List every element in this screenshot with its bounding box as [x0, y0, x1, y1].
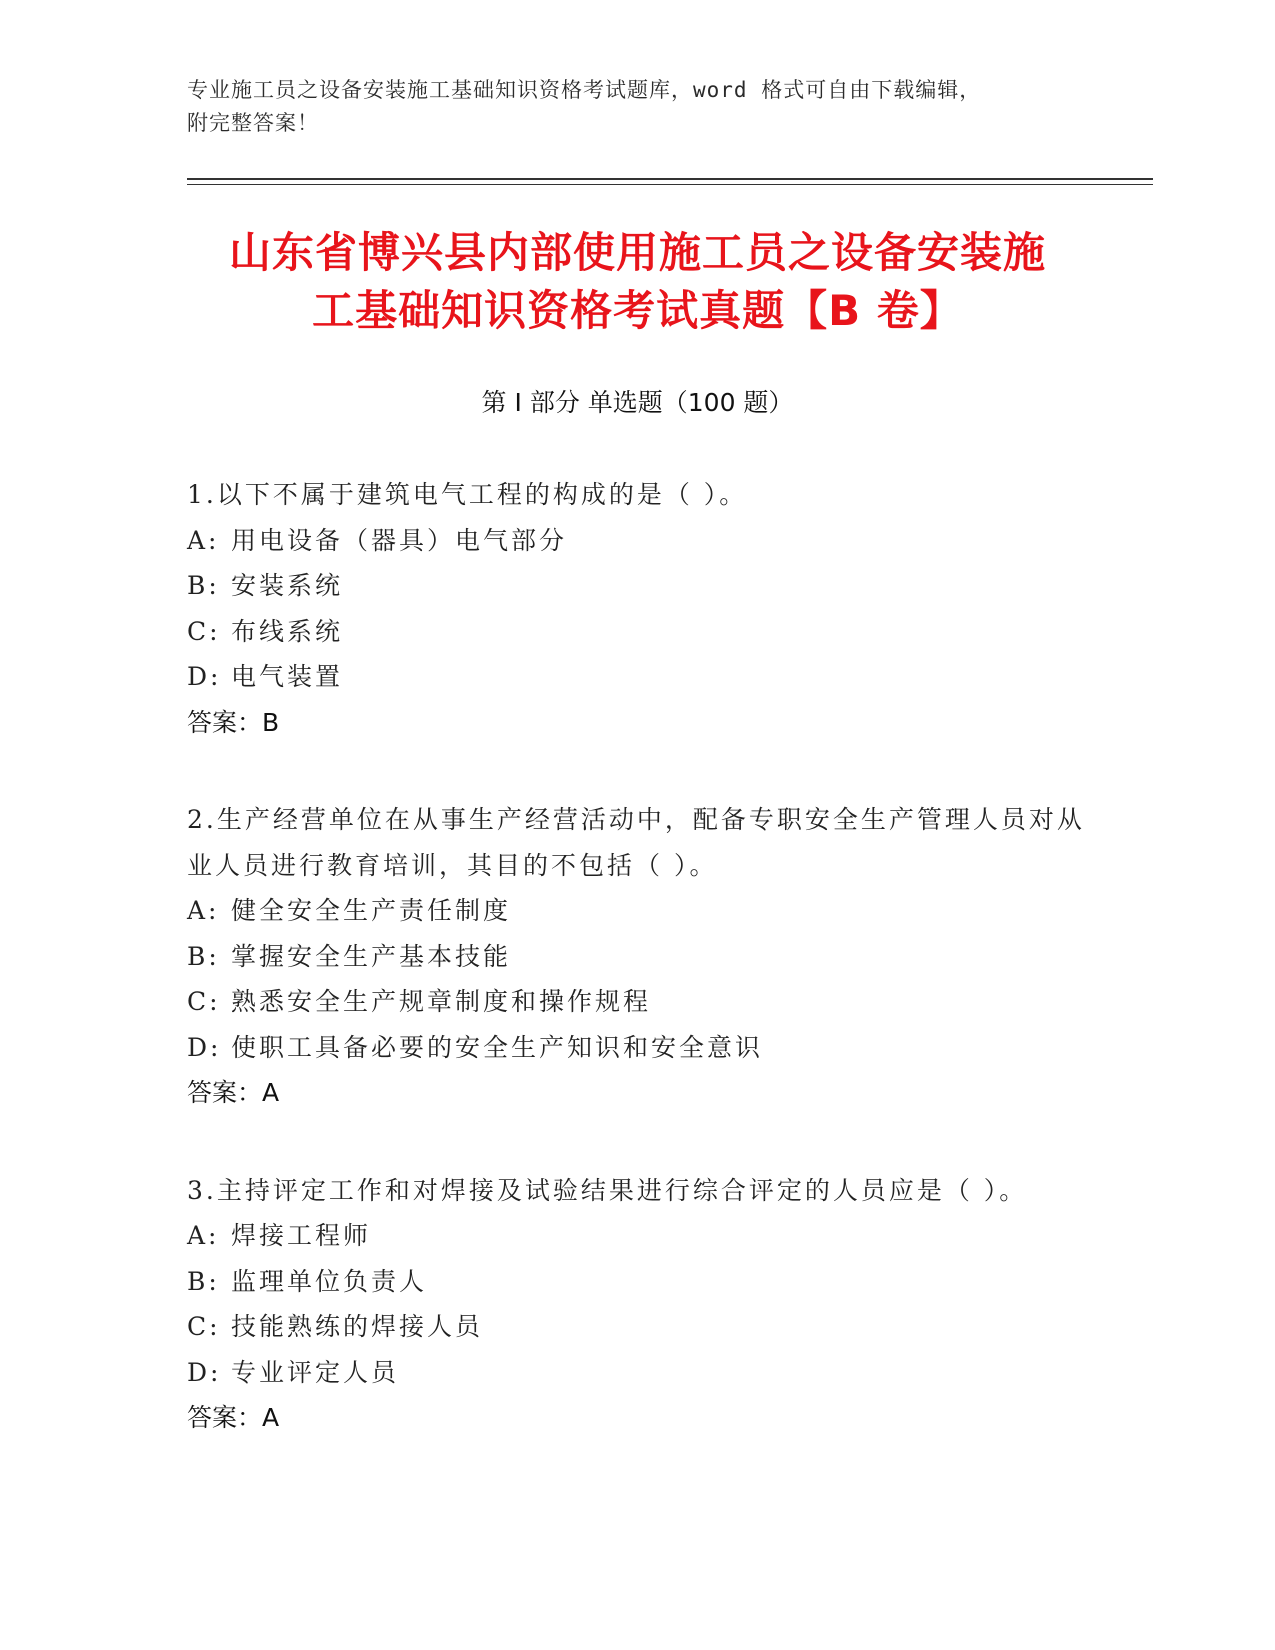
- option-text: 电气装置: [231, 662, 344, 691]
- document-title: [140, 224, 1135, 340]
- header-note: [187, 74, 1087, 140]
- option-text: 技能熟练的焊接人员: [231, 1312, 484, 1341]
- option-b: [187, 1259, 1087, 1305]
- answer: 答案：A: [187, 1078, 280, 1107]
- header-divider-thin: [187, 184, 1153, 185]
- option-letter: B:: [187, 571, 220, 600]
- option-text: 布线系统: [231, 616, 344, 646]
- option-text: 焊接工程师: [231, 1221, 372, 1250]
- option-letter: B:: [187, 941, 220, 971]
- document-title-line1: 山东省博兴县内部使用施工员之设备安装施: [228, 228, 1046, 277]
- section-title: 第 I 部分 单选题（100 题）: [481, 388, 794, 417]
- option-b: [187, 563, 1087, 609]
- option-c: [187, 979, 1087, 1025]
- option-text: 监理单位负责人: [231, 1266, 428, 1296]
- option-text: 掌握安全生产基本技能: [231, 941, 512, 971]
- header-note-line2: 附完整答案！: [187, 111, 319, 135]
- answer: 答案：B: [187, 707, 280, 737]
- option-d: [187, 654, 1087, 700]
- option-text: 使职工具备必要的安全生产知识和安全意识: [231, 1032, 764, 1062]
- option-a: [187, 1213, 1087, 1259]
- option-letter: D:: [187, 1032, 222, 1062]
- option-text: 健全安全生产责任制度: [231, 896, 512, 925]
- question-text: 2.生产经营单位在从事生产经营活动中，配备专职安全生产管理人员对从业人员进行教育培训，其目的不包括（ ）。: [187, 805, 1085, 880]
- header-note-line1: 专业施工员之设备安装施工基础知识资格考试题库，word 格式可自由下载编辑，: [187, 78, 982, 102]
- option-a: [187, 518, 1087, 564]
- header-divider-thick: [187, 178, 1153, 180]
- option-letter: D:: [187, 662, 222, 691]
- option-letter: C:: [187, 987, 221, 1016]
- option-c: [187, 1304, 1087, 1350]
- option-letter: C:: [187, 616, 221, 646]
- question-list: [187, 472, 1087, 1493]
- question-text: 3.主持评定工作和对焊接及试验结果进行综合评定的人员应是（ ）。: [187, 1175, 1028, 1205]
- option-letter: A:: [187, 896, 220, 925]
- option-text: 安装系统: [231, 571, 344, 600]
- question-text: 1.以下不属于建筑电气工程的构成的是（ ）。: [187, 480, 748, 509]
- question-2: [187, 797, 1087, 1116]
- option-letter: D:: [187, 1357, 222, 1387]
- option-b: [187, 934, 1087, 980]
- option-letter: C:: [187, 1312, 221, 1341]
- option-letter: A:: [187, 525, 220, 555]
- option-letter: A:: [187, 1221, 220, 1250]
- answer: 答案：A: [187, 1403, 280, 1432]
- option-letter: B:: [187, 1266, 220, 1296]
- option-text: 熟悉安全生产规章制度和操作规程: [231, 987, 652, 1016]
- option-d: [187, 1350, 1087, 1396]
- option-text: 用电设备（器具）电气部分: [231, 525, 568, 555]
- question-1: [187, 472, 1087, 745]
- option-d: [187, 1025, 1087, 1071]
- option-c: [187, 609, 1087, 655]
- option-text: 专业评定人员: [231, 1357, 400, 1387]
- option-a: [187, 888, 1087, 934]
- question-3: [187, 1168, 1087, 1441]
- document-title-line2: 工基础知识资格考试真题【B 卷】: [312, 286, 963, 335]
